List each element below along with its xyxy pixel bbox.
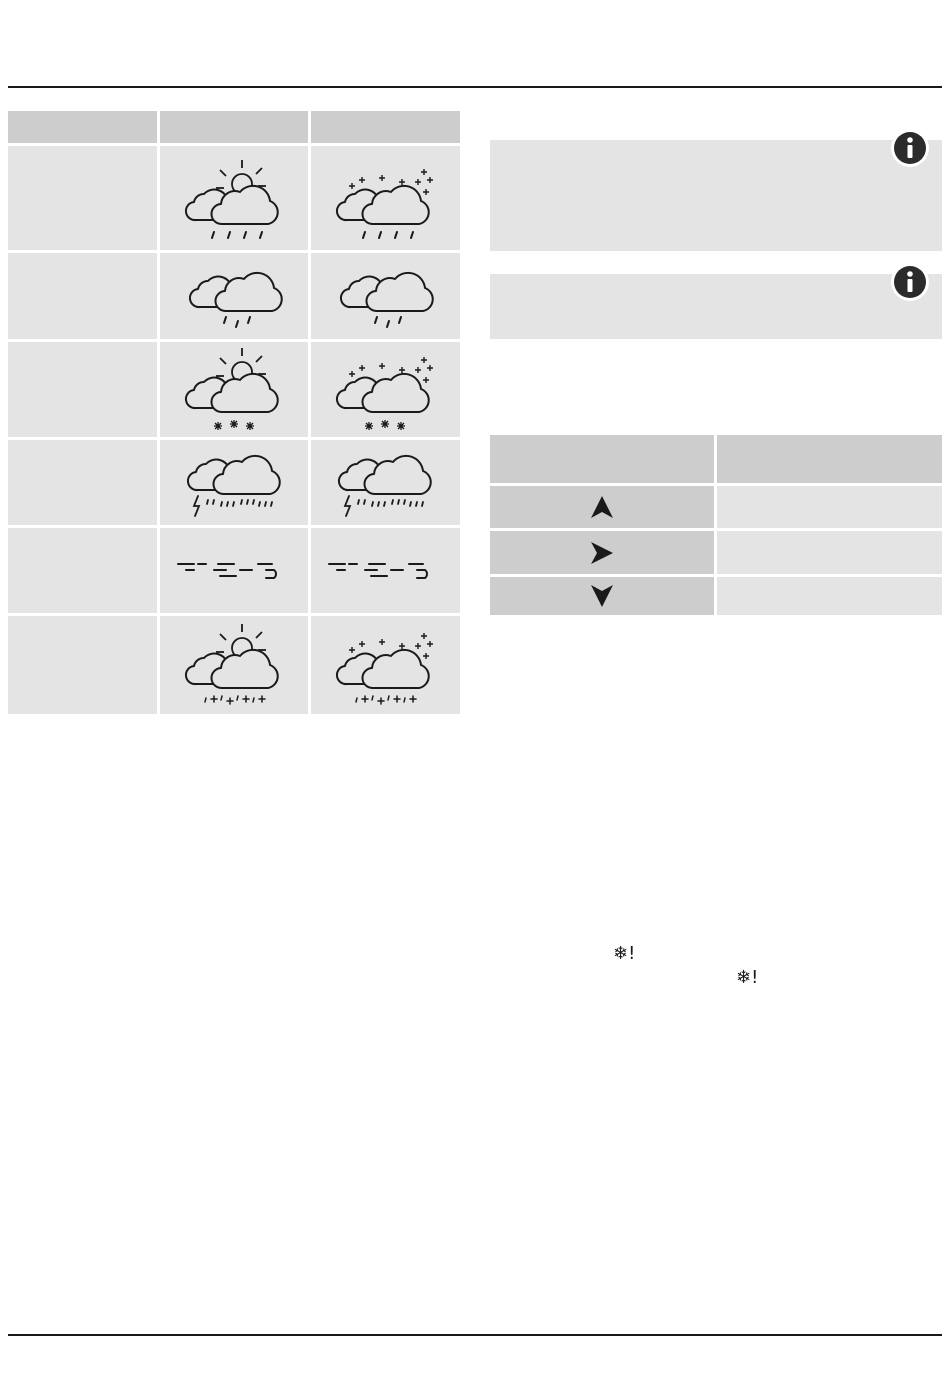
cloud-rain-icon [160, 253, 308, 339]
info-icon [890, 262, 930, 302]
weather-table-header-cell [311, 111, 460, 143]
footer-rule [8, 1334, 942, 1336]
header-rule [8, 86, 942, 88]
sun-cloud-snow-icon [160, 342, 308, 437]
table-row [490, 531, 942, 574]
info-icon [890, 128, 930, 168]
table-row [490, 577, 942, 615]
arrow-cell [490, 577, 714, 615]
sun-cloud-sleet-icon [160, 616, 308, 714]
table-row [8, 616, 460, 714]
arrow-cell [490, 531, 714, 574]
table-row [490, 486, 942, 528]
cloud-rain-icon [311, 253, 460, 339]
weather-label-cell [8, 616, 157, 714]
trend-table-header [490, 435, 942, 483]
arrow-up-icon [589, 494, 615, 520]
frost-warning-symbol: ❄! [736, 967, 759, 988]
info-note [490, 274, 942, 339]
weather-label-cell [8, 440, 157, 525]
weather-table-header [8, 111, 460, 143]
stars-cloud-sleet-icon [311, 616, 460, 714]
weather-label-cell [8, 253, 157, 339]
cloud-thunderstorm-icon [311, 440, 460, 525]
table-row [8, 440, 460, 525]
frost-warning-symbol: ❄! [613, 943, 636, 964]
trend-description [717, 577, 942, 615]
arrow-down-icon [589, 583, 615, 609]
fog-icon [311, 528, 460, 613]
stars-cloud-rain-icon [311, 146, 460, 250]
weather-symbol-table [8, 111, 460, 714]
cloud-thunderstorm-icon [160, 440, 308, 525]
trend-table-header-cell [490, 435, 714, 483]
weather-table-header-cell [8, 111, 157, 143]
trend-description [717, 531, 942, 574]
trend-description [717, 486, 942, 528]
stars-cloud-snow-icon [311, 342, 460, 437]
trend-arrow-table [490, 435, 942, 618]
arrow-cell [490, 486, 714, 528]
table-row [8, 253, 460, 339]
info-note [490, 140, 942, 251]
fog-icon [160, 528, 308, 613]
arrow-right-icon [589, 540, 615, 566]
table-row [8, 342, 460, 437]
table-row [8, 528, 460, 613]
trend-table-header-cell [717, 435, 942, 483]
weather-label-cell [8, 528, 157, 613]
sun-cloud-rain-icon [160, 146, 308, 250]
table-row [8, 146, 460, 250]
weather-table-header-cell [160, 111, 308, 143]
weather-label-cell [8, 342, 157, 437]
weather-label-cell [8, 146, 157, 250]
